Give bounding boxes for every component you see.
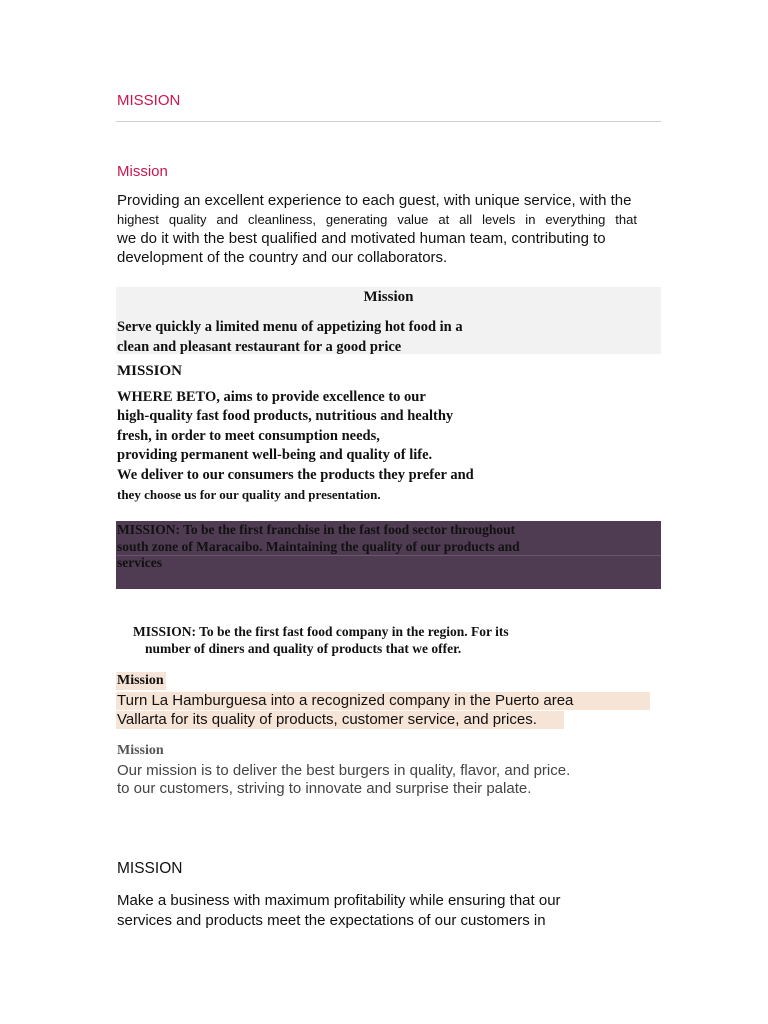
section-8-line: Make a business with maximum profitability while ensuring that our (117, 892, 561, 909)
section-2-title: Mission (363, 289, 414, 305)
section-6-title: Mission (117, 673, 164, 688)
section-4-body (117, 522, 520, 572)
section-8-body (117, 891, 561, 931)
section-4-line: MISSION: To be the first franchise in the fast food sector throughout (117, 522, 516, 537)
section-5-line: number of diners and quality of products that we offer. (145, 641, 462, 656)
section-2-body (117, 317, 463, 357)
section-2-line: clean and pleasant restaurant for a good price (117, 339, 402, 355)
section-7-body (117, 762, 570, 798)
title-divider (116, 121, 661, 122)
section-1-line: Providing an excellent experience to each guest, with unique service, with the (117, 192, 632, 209)
section-5-line: MISSION: To be the first fast food company in the region. For its (133, 624, 509, 639)
section-1-title: Mission (117, 163, 168, 180)
section-7-title: Mission (117, 743, 164, 758)
section-3-line: providing permanent well-being and quality of life. (117, 447, 433, 464)
section-1-line: we do it with the best qualified and motivated human team, contributing to (117, 230, 606, 247)
page-title: MISSION (117, 92, 181, 109)
section-7-line: Our mission is to deliver the best burgers in quality, flavor, and price. (117, 762, 571, 779)
section-4-line: services (117, 555, 162, 570)
section-3-line: WHERE BETO, aims to provide excellence to our (117, 389, 426, 405)
section-1-line: highest quality and cleanliness, generating value at all levels in everything that (117, 212, 637, 227)
section-3-line: high-quality fast food products, nutritious and healthy (117, 408, 454, 425)
section-2-line: Serve quickly a limited menu of appetizing hot food in a (117, 319, 463, 335)
section-8-title: MISSION (117, 860, 183, 877)
section-7-line: to our customers, striving to innovate and surprise their palate. (117, 780, 532, 797)
section-3-line: We deliver to our consumers the products they prefer and (117, 466, 474, 483)
section-4-line: south zone of Maracaibo. Maintaining the quality of our products and (117, 538, 520, 554)
section-3-line: fresh, in order to meet consumption needs, (117, 427, 380, 444)
section-1-body (117, 191, 637, 267)
section-5-body (133, 623, 509, 657)
section-1-line: development of the country and our collaborators. (117, 249, 448, 266)
section-6-line: Turn La Hamburguesa into a recognized company in the Puerto area (117, 692, 574, 709)
section-6-line: Vallarta for its quality of products, customer service, and prices. (117, 711, 537, 728)
section-3-line: they choose us for our quality and presentation. (117, 487, 381, 503)
section-3-body (117, 388, 474, 504)
section-3-title: MISSION (117, 363, 183, 379)
section-8-line: services and products meet the expectations of our customers in (117, 912, 546, 929)
